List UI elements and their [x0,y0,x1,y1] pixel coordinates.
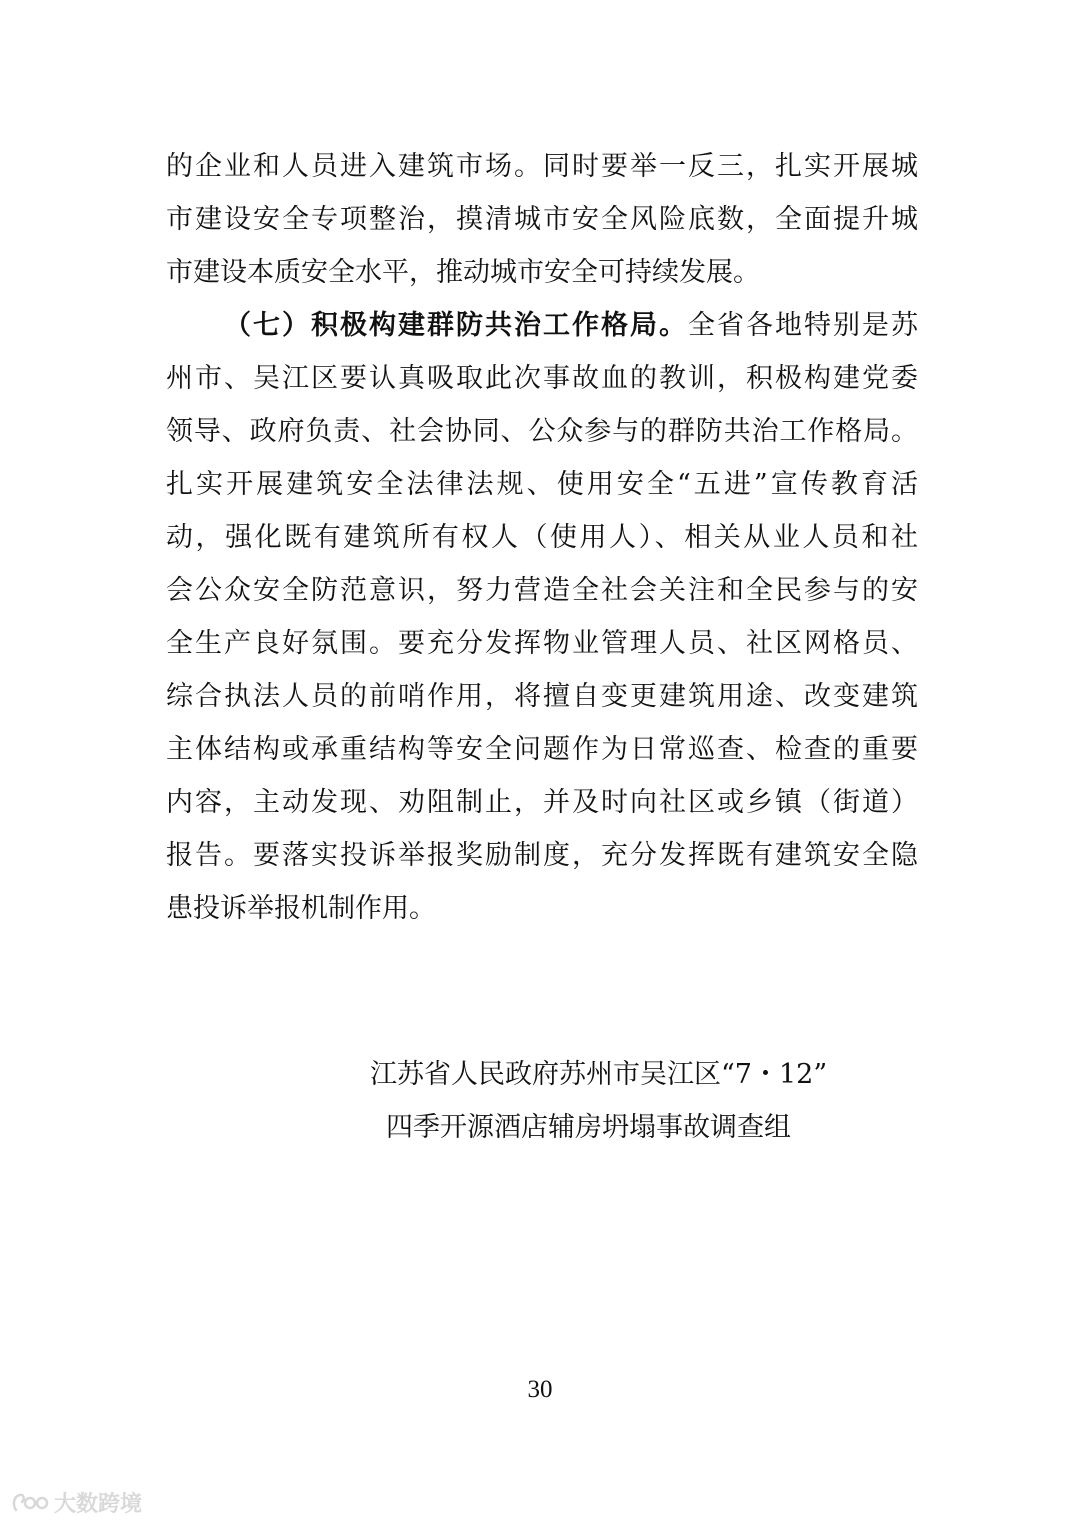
paragraph-line: 患投诉举报机制作用。 [166,893,436,924]
brand-logo-icon [10,1490,50,1516]
paragraph-line: 市建设本质安全水平，推动城市安全可持续发展。 [166,257,760,288]
section-7-heading: （七）积极构建群防共治工作格局。 [224,310,688,341]
paragraph-line: 的企业和人员进入建筑市场。同时要举一反三，扎实开展城 [166,151,918,182]
signature-block [370,1048,890,1154]
page-number: 30 [527,1376,553,1403]
paragraph-line: 市建设安全专项整治，摸清城市安全风险底数，全面提升城 [166,204,918,235]
paragraph-line: 扎实开展建筑安全法律法规、使用安全“五进”宣传教育活 [166,469,918,500]
paragraph-line: 会公众安全防范意识，努力营造全社会关注和全民参与的安 [166,575,918,606]
paragraph-line: 州市、吴江区要认真吸取此次事故血的教训，积极构建党委 [166,363,918,394]
body-text [166,140,918,935]
paragraph-line: 主体结构或承重结构等安全问题作为日常巡查、检查的重要 [166,734,918,765]
signature-line-2: 四季开源酒店辅房坍塌事故调查组 [386,1112,791,1143]
paragraph-line: 综合执法人员的前哨作用，将擅自变更建筑用途、改变建筑 [166,681,918,712]
watermark-text: 大数跨境 [54,1491,143,1516]
section-7-first-line [166,299,918,352]
paragraph-line: 动，强化既有建筑所有权人（使用人）、相关从业人员和社 [166,522,918,553]
paragraph-line: 报告。要落实投诉举报奖励制度，充分发挥既有建筑安全隐 [166,840,918,871]
watermark [10,1487,142,1518]
paragraph-line: 内容，主动发现、劝阻制止，并及时向社区或乡镇（街道） [166,787,918,818]
paragraph-line: 领导、政府负责、社会协同、公众参与的群防共治工作格局。 [166,416,918,447]
signature-line-1: 江苏省人民政府苏州市吴江区“7・12” [370,1059,828,1090]
paragraph-line: 全生产良好氛围。要充分发挥物业管理人员、社区网格员、 [166,628,918,659]
section-7-first-line-text: 全省各地特别是苏 [688,310,918,341]
